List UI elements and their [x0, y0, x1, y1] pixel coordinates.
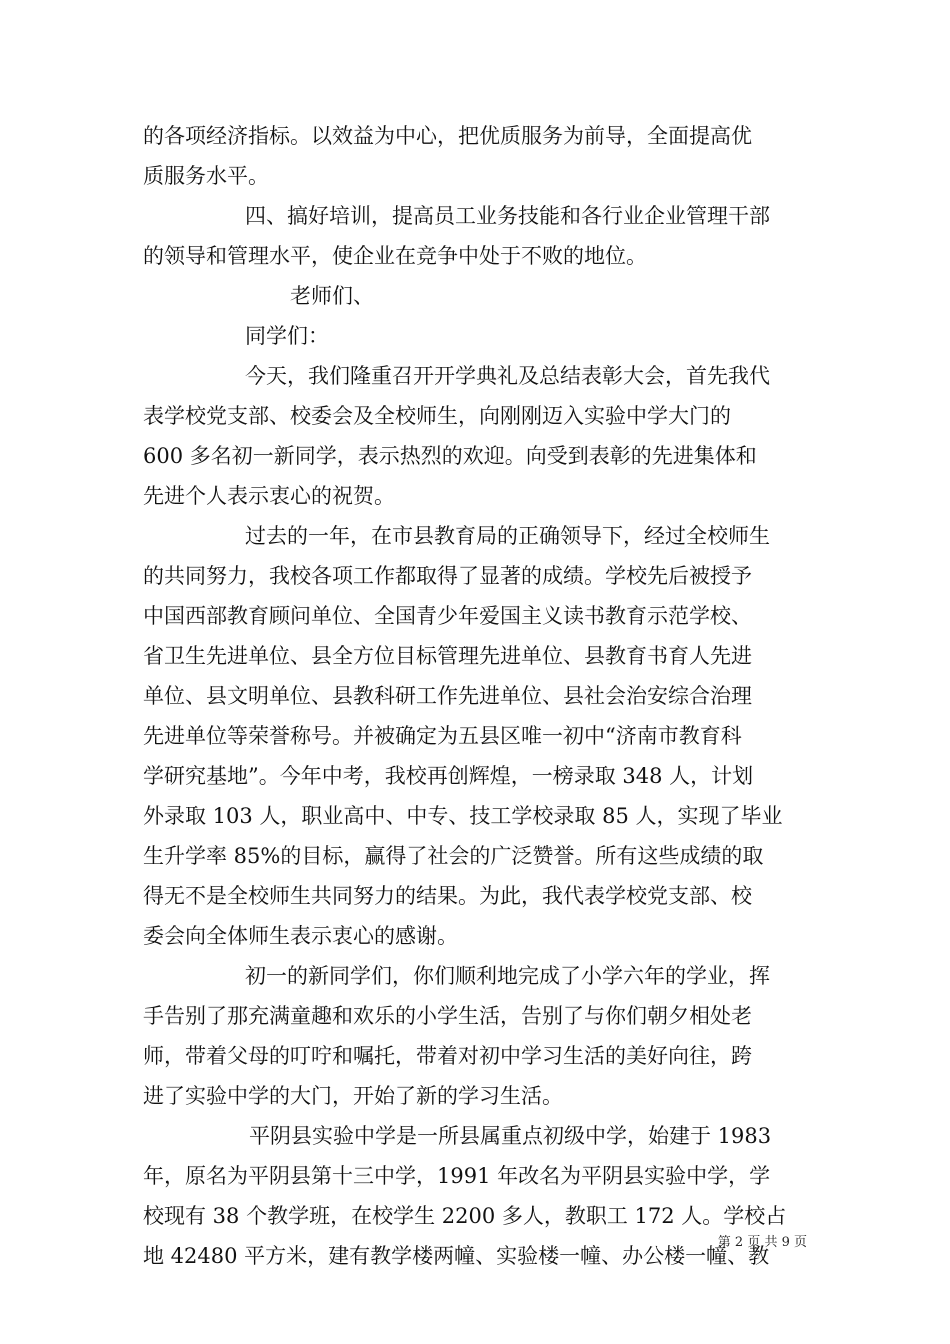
- paragraph-start-line: 四、搞好培训，提高员工业务技能和各行业企业管理干部: [245, 204, 770, 228]
- text-line: 校现有 38 个教学班，在校学生 2200 多人，教职工 172 人。学校占: [143, 1204, 787, 1228]
- text-line: 的各项经济指标。以效益为中心，把优质服务为前导，全面提高优: [143, 124, 752, 148]
- text-line: 年，原名为平阴县第十三中学，1991 年改名为平阴县实验中学，学: [143, 1164, 771, 1188]
- text-line: 表学校党支部、校委会及全校师生，向刚刚迈入实验中学大门的: [143, 404, 731, 428]
- paragraph-start-line: 过去的一年，在市县教育局的正确领导下，经过全校师生: [245, 524, 770, 548]
- text-line: 得无不是全校师生共同努力的结果。为此，我代表学校党支部、校: [143, 884, 752, 908]
- salutation-line: 同学们：: [245, 324, 329, 348]
- paragraph-start-line: 今天，我们隆重召开开学典礼及总结表彰大会，首先我代: [245, 364, 770, 388]
- text-line: 委会向全体师生表示衷心的感谢。: [143, 924, 458, 948]
- paragraph-start-line: 平阴县实验中学是一所县属重点初级中学，始建于 1983: [249, 1124, 772, 1148]
- text-line: 中国西部教育顾问单位、全国青少年爱国主义读书教育示范学校、: [143, 604, 752, 628]
- text-line: 先进单位等荣誉称号。并被确定为五县区唯一初中“济南市教育科: [143, 724, 742, 748]
- text-line: 外录取 103 人，职业高中、中专、技工学校录取 85 人，实现了毕业: [143, 804, 783, 828]
- text-line: 学研究基地”。今年中考，我校再创辉煌，一榜录取 348 人，计划: [143, 764, 754, 788]
- page-footer: [0, 1233, 950, 1253]
- text-line: 的共同努力，我校各项工作都取得了显著的成绩。学校先后被授予: [143, 564, 752, 588]
- text-line: 手告别了那充满童趣和欢乐的小学生活，告别了与你们朝夕相处老: [143, 1004, 752, 1028]
- text-line: 的领导和管理水平，使企业在竞争中处于不败的地位。: [143, 244, 647, 268]
- document-body: [143, 116, 809, 1276]
- text-line: 单位、县文明单位、县教科研工作先进单位、县社会治安综合治理: [143, 684, 752, 708]
- text-line: 进了实验中学的大门，开始了新的学习生活。: [143, 1084, 563, 1108]
- text-line: 600 多名初一新同学，表示热烈的欢迎。向受到表彰的先进集体和: [143, 444, 757, 468]
- text-line: 先进个人表示衷心的祝贺。: [143, 484, 395, 508]
- text-line: 质服务水平。: [143, 164, 269, 188]
- paragraph-start-line: 初一的新同学们，你们顺利地完成了小学六年的学业，挥: [245, 964, 770, 988]
- page-number: 第 2 页 共 9 页: [717, 1235, 807, 1250]
- text-line: 地 42480 平方米，建有教学楼两幢、实验楼一幢、办公楼一幢、教: [143, 1244, 770, 1268]
- text-line: 省卫生先进单位、县全方位目标管理先进单位、县教育书育人先进: [143, 644, 752, 668]
- salutation-line: 老师们、: [290, 284, 374, 308]
- text-line: 师，带着父母的叮咛和嘱托，带着对初中学习生活的美好向往，跨: [143, 1044, 752, 1068]
- text-line: 生升学率 85%的目标，赢得了社会的广泛赞誉。所有这些成绩的取: [143, 844, 764, 868]
